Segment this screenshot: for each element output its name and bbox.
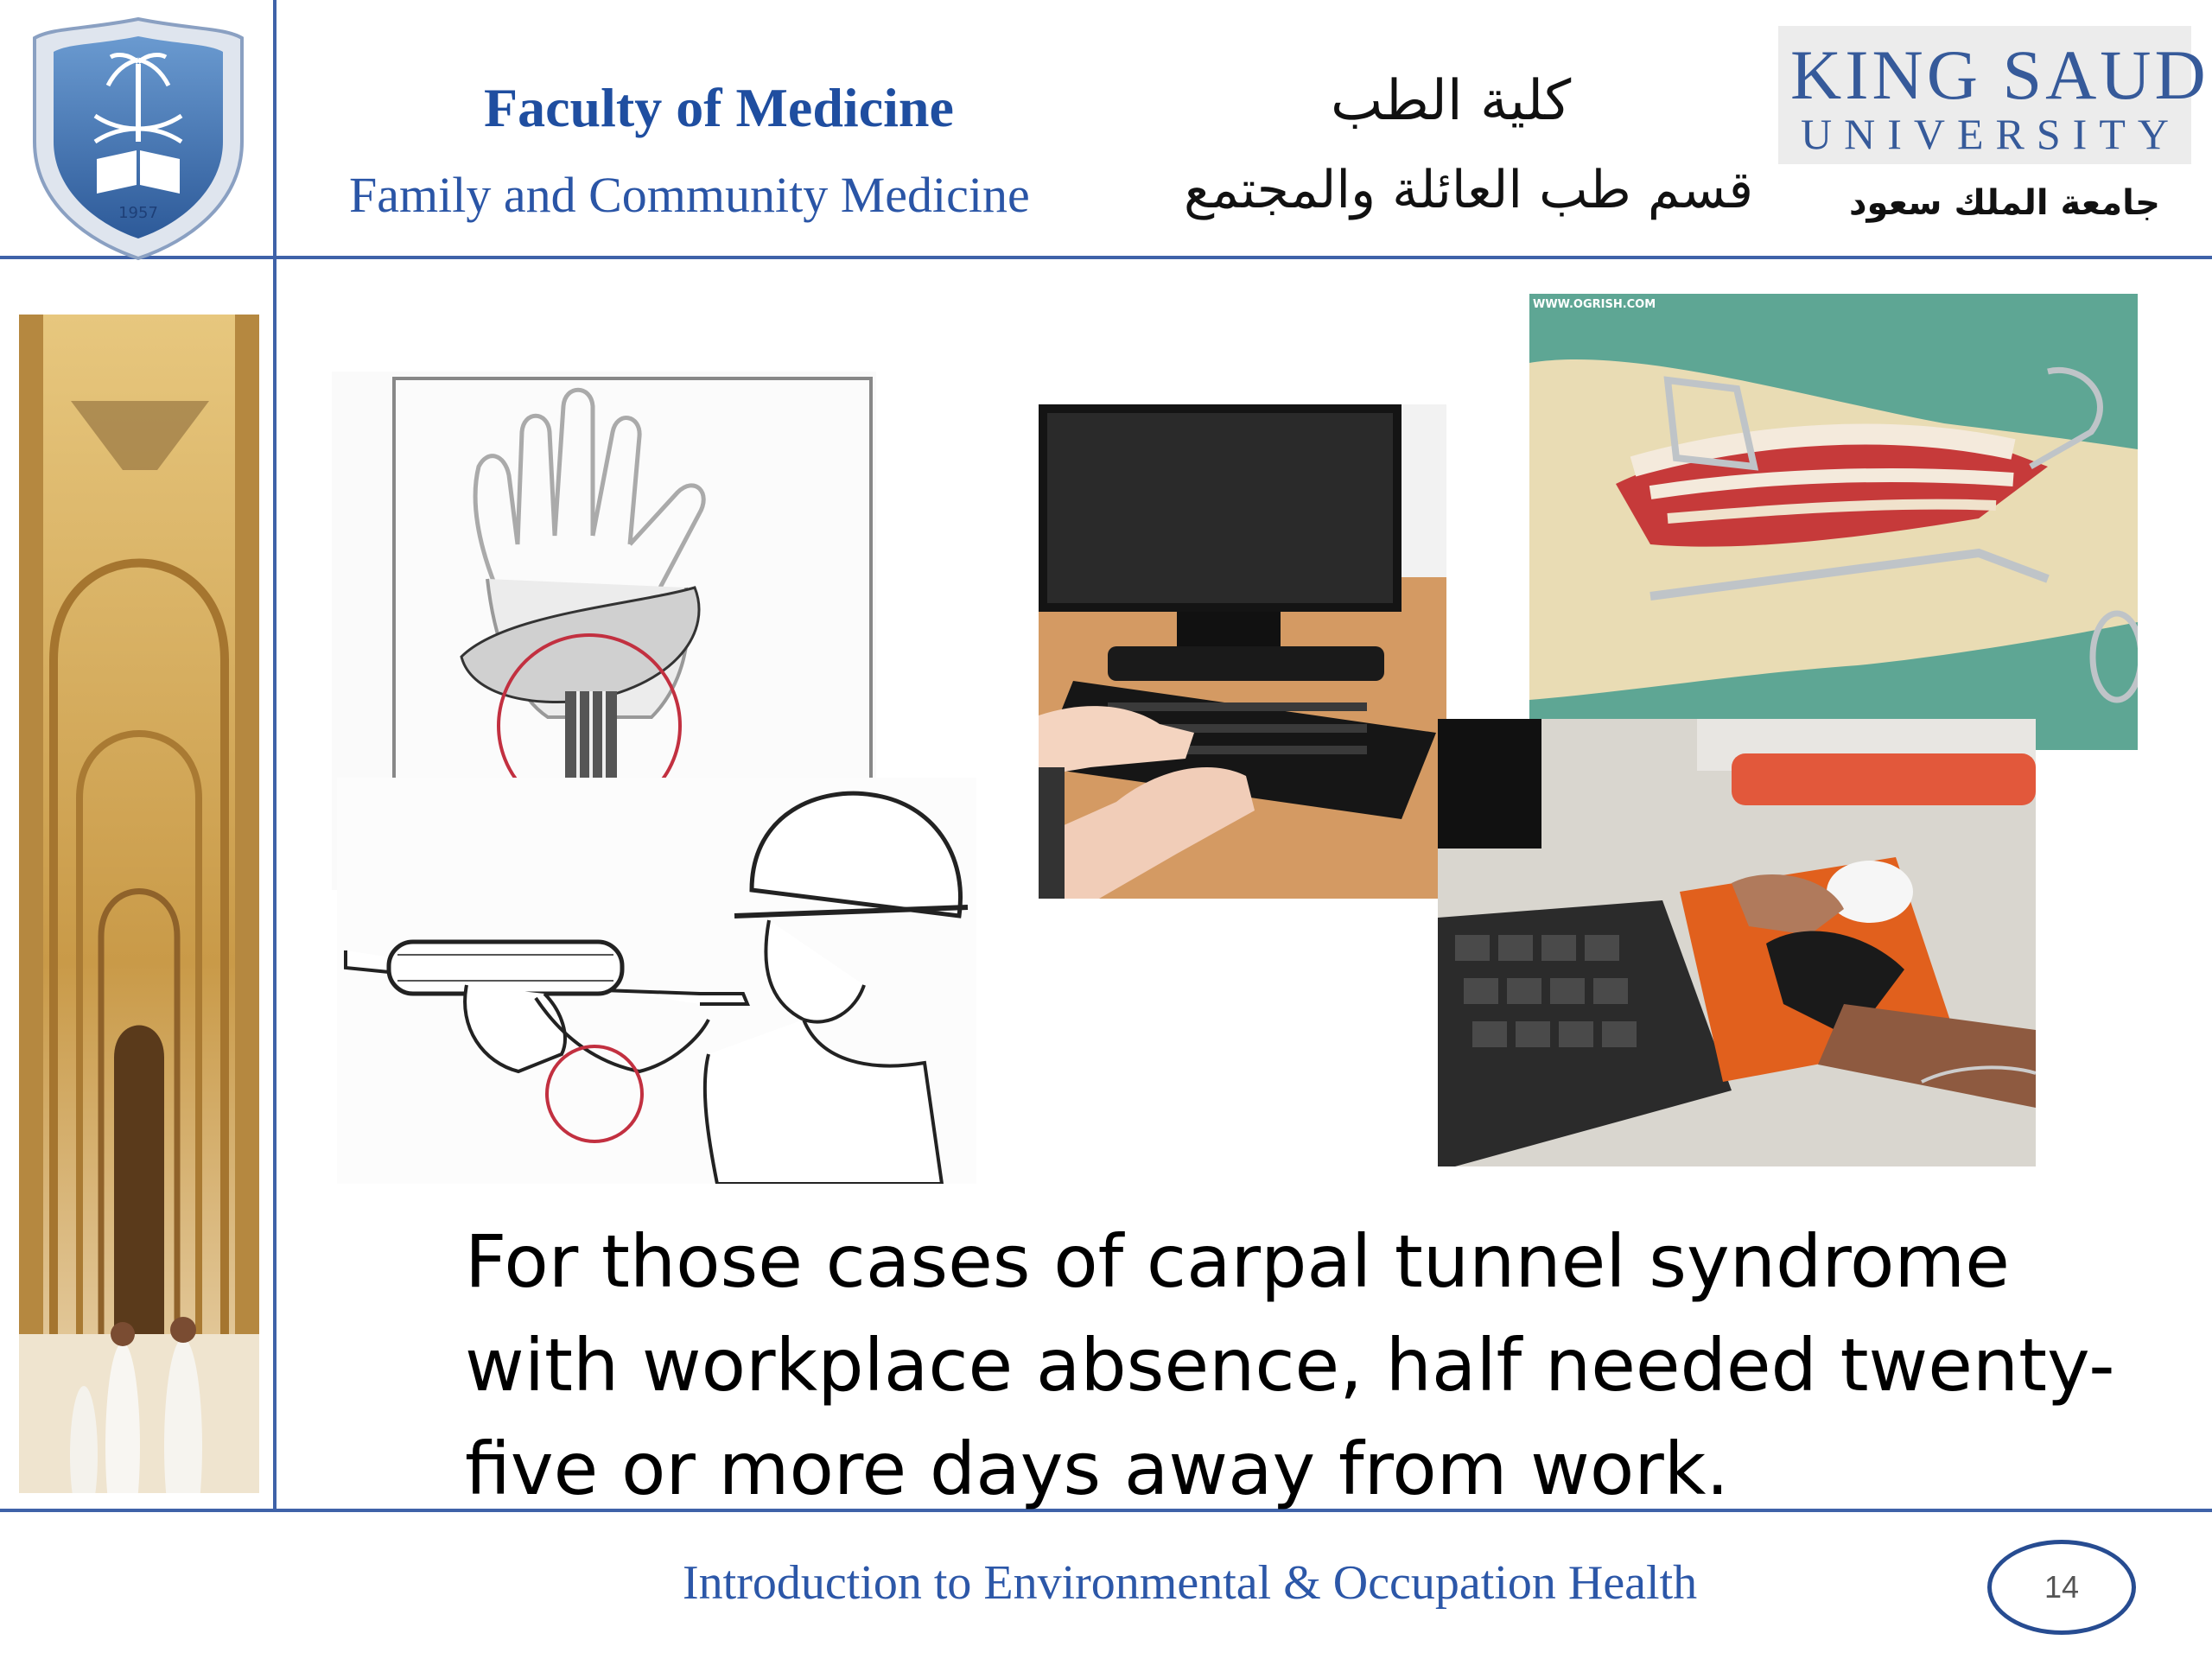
university-seal-logo (26, 12, 251, 263)
mouse-wrist-brace-photo (1438, 719, 2036, 1166)
faculty-title-arabic: كلية الطب (1331, 69, 1572, 133)
typing-keyboard-photo (1039, 404, 1446, 899)
worker-caulking-gun-illustration (337, 778, 976, 1184)
footer-course-title: Introduction to Environmental & Occupation Health (683, 1556, 1698, 1610)
header-divider (0, 256, 2212, 259)
watermark-text: WWW.OGRISH.COM (1533, 298, 1656, 311)
university-wordmark-line2: UNIVERSITY (1801, 110, 2181, 158)
corridor-photo (19, 315, 259, 1493)
department-subtitle-arabic: قسم طب العائلة والمجتمع (1184, 160, 1754, 220)
svg-text:1957: 1957 (118, 204, 158, 222)
page-number: 14 (2044, 1569, 2080, 1605)
carpal-tunnel-surgery-photo (1529, 294, 2138, 750)
university-name-arabic: جامعة الملك سعود (1849, 183, 2160, 223)
sidebar-divider (273, 0, 276, 1512)
slide-body-text: For those cases of carpal tunnel syndrome with workplace absence, half needed twenty-five or more days away from work. (465, 1219, 2115, 1511)
faculty-title: Faculty of Medicine (484, 77, 954, 138)
university-wordmark-line1: KING SAUD (1790, 35, 2209, 114)
department-subtitle: Family and Community Medicine (349, 167, 1030, 223)
